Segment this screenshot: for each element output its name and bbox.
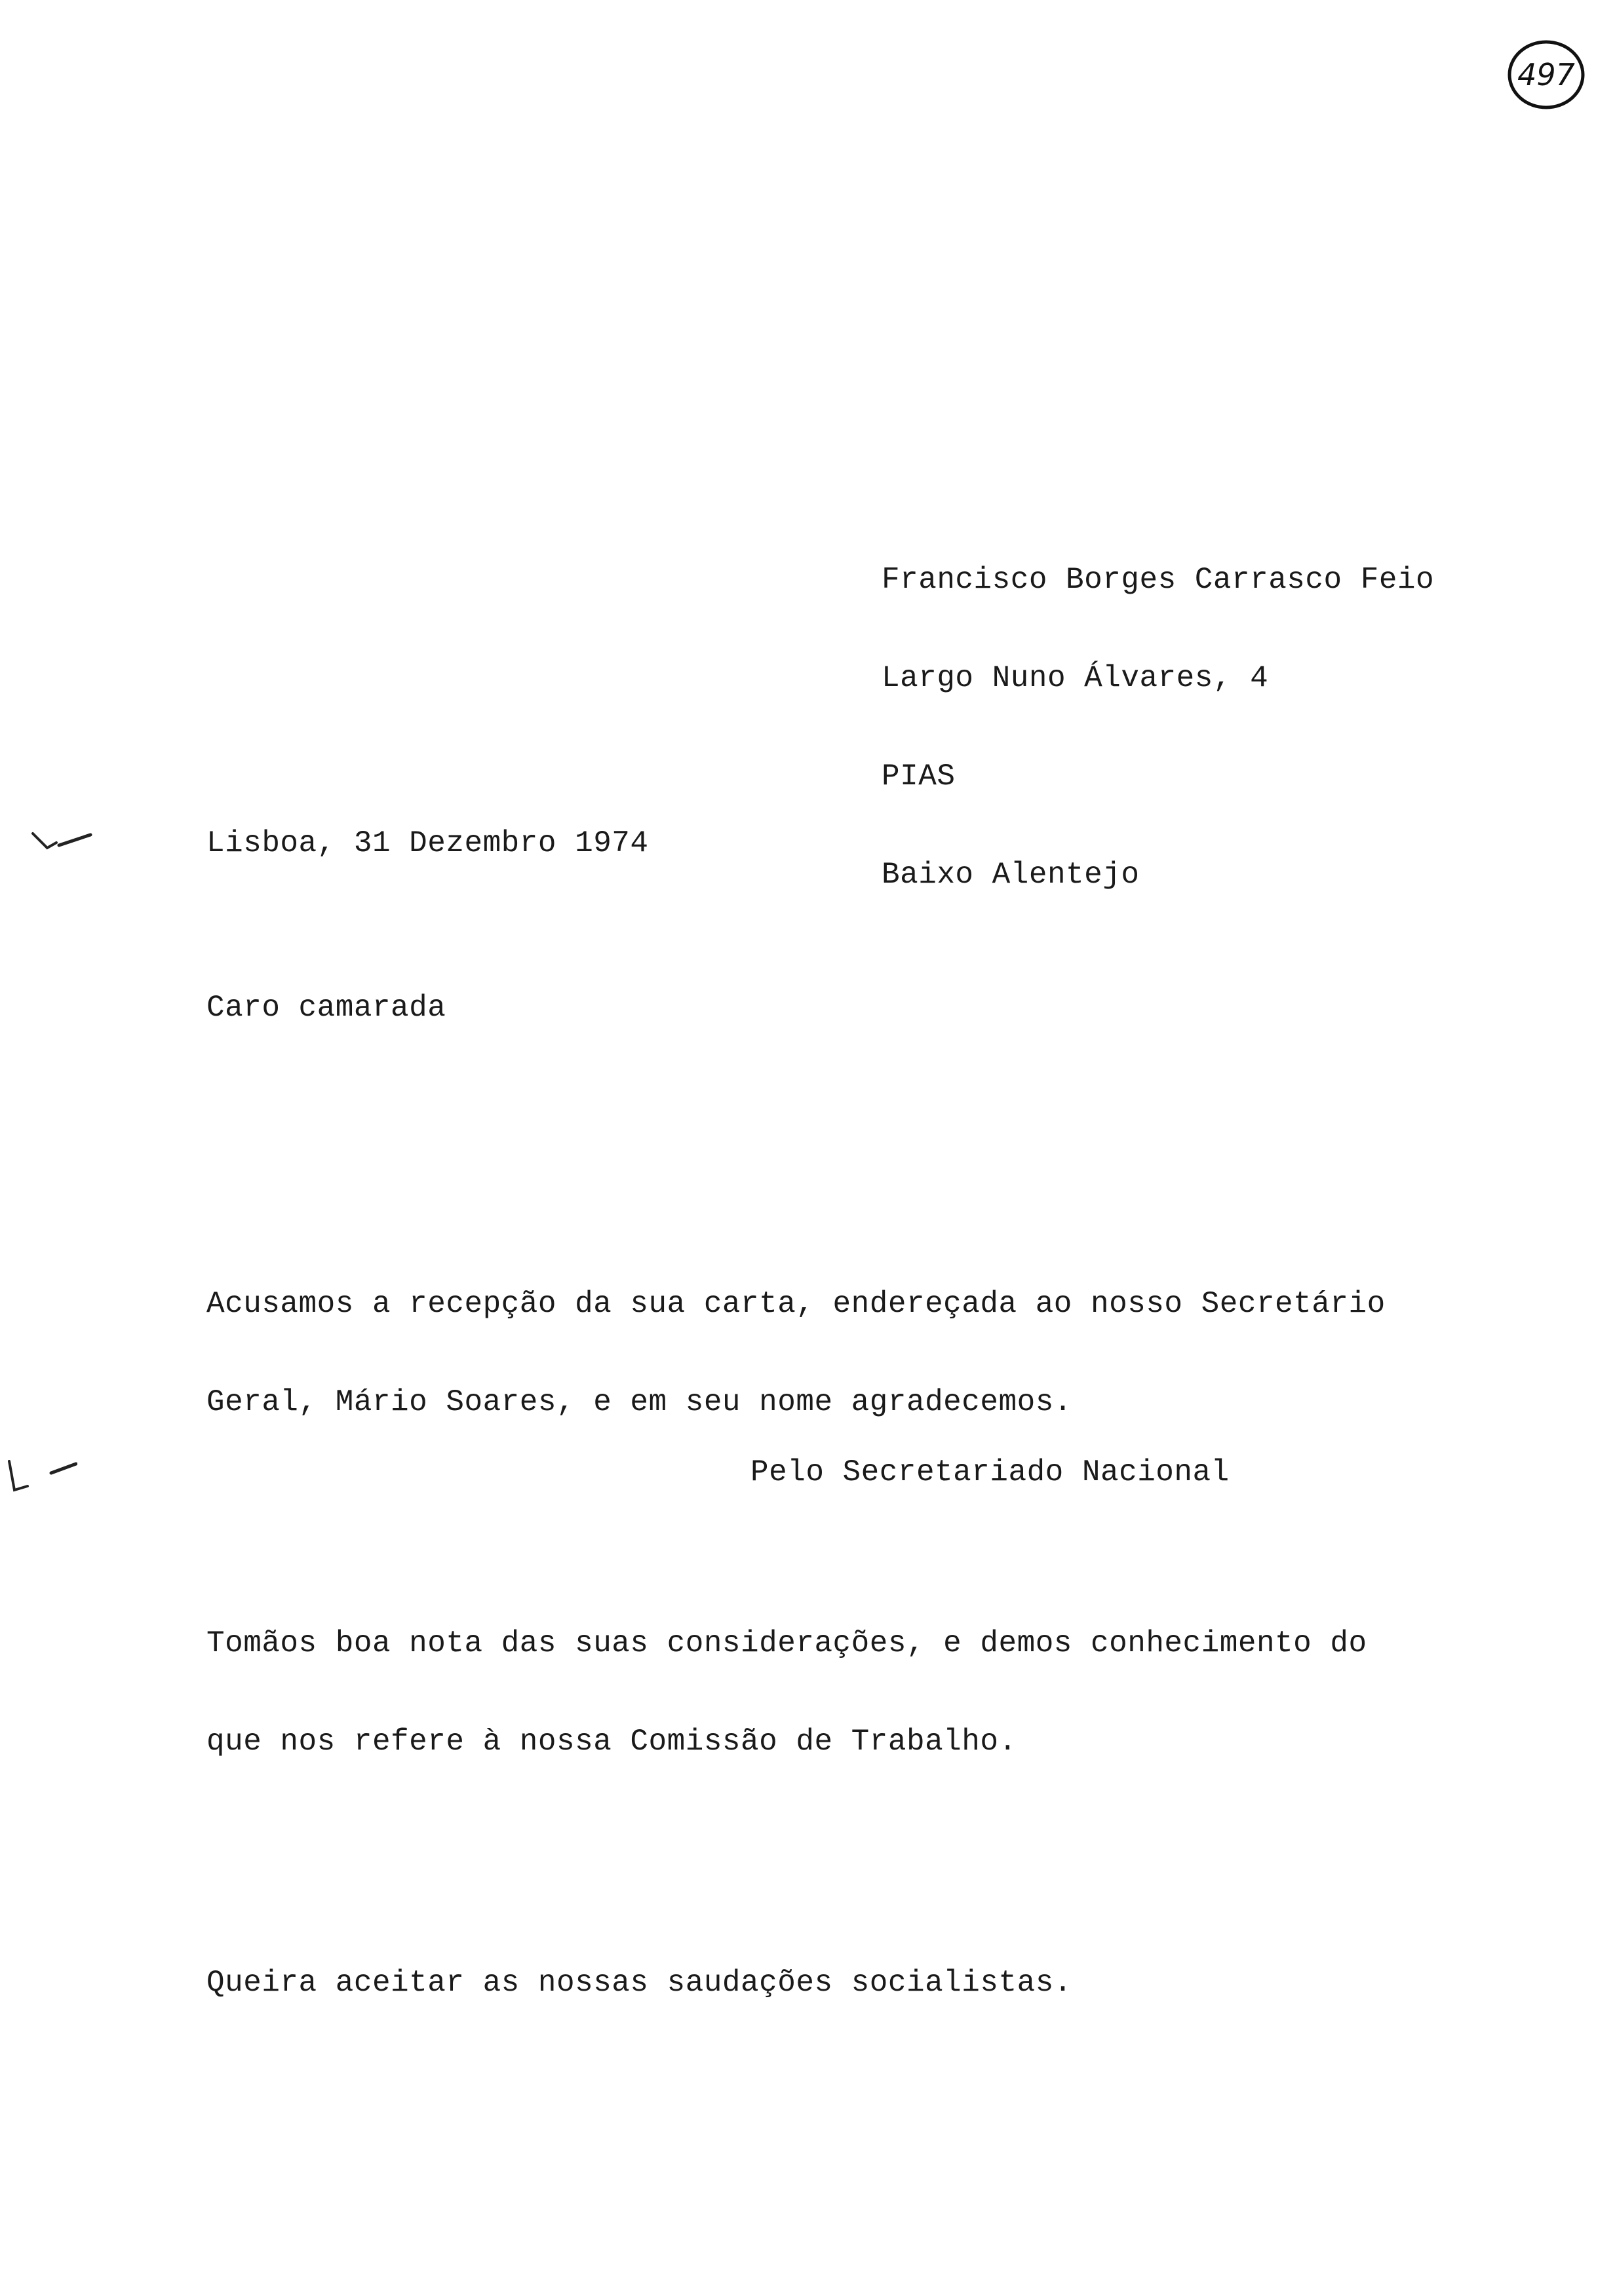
- letter-body: [206, 1157, 1386, 2130]
- body-paragraph: [206, 1901, 1386, 2065]
- body-line: Tomãos boa nota das suas considerações, e demos conhecimento do: [206, 1626, 1367, 1660]
- body-paragraph: [206, 1222, 1386, 1484]
- recipient-town: PIAS: [882, 759, 956, 794]
- pencil-tick-mark-icon: [5, 1448, 77, 1507]
- recipient-street: Largo Nuno Álvares, 4: [882, 661, 1269, 695]
- recipient-region: Baixo Alentejo: [882, 858, 1140, 892]
- recipient-address: [882, 498, 1434, 957]
- body-line: Acusamos a recepção da sua carta, endereçada ao nosso Secretário: [206, 1287, 1386, 1321]
- signoff: Pelo Secretariado Nacional: [750, 1455, 1230, 1489]
- salutation: Caro camarada: [206, 991, 446, 1025]
- body-line: Queira aceitar as nossas saudações socialistas.: [206, 1966, 1072, 2000]
- body-paragraph: [206, 1561, 1386, 1824]
- circled-number-icon: [1505, 37, 1587, 113]
- letter-date: Lisboa, 31 Dezembro 1974: [206, 826, 649, 860]
- svg-text:497: 497: [1517, 57, 1575, 92]
- pencil-tick-mark-icon: [28, 811, 100, 857]
- page-number-stamp: [1505, 37, 1587, 113]
- body-line: Geral, Mário Soares, e em seu nome agradecemos.: [206, 1385, 1072, 1419]
- body-line: que nos refere à nossa Comissão de Trabalho.: [206, 1725, 1017, 1759]
- recipient-name: Francisco Borges Carrasco Feio: [882, 563, 1435, 597]
